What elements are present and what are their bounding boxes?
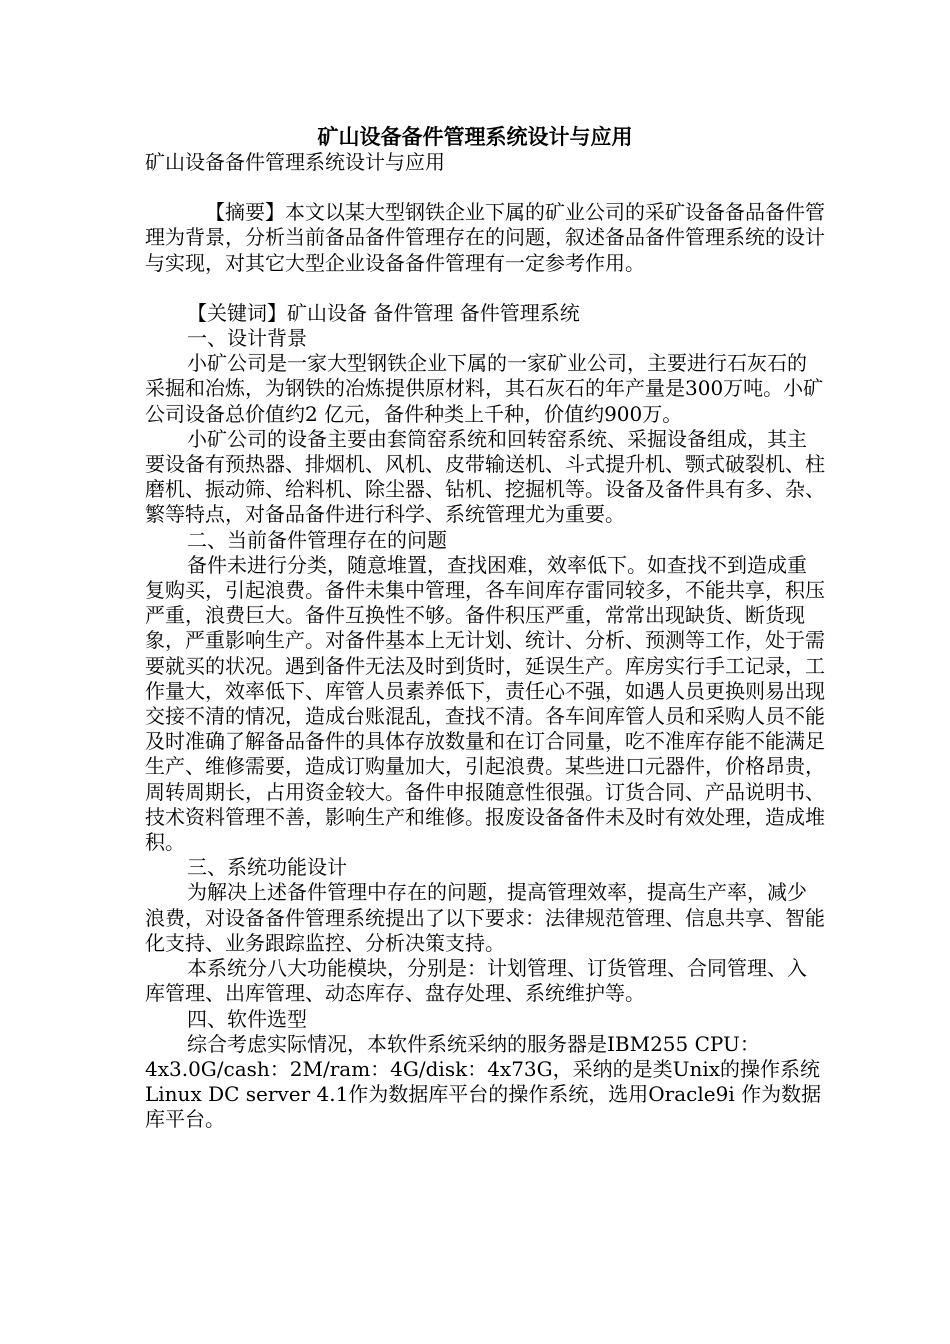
paragraph-modules: 本系统分八大功能模块，分别是：计划管理、订货管理、合同管理、入库管理、出库管理、动态库存、盘存处理、系统维护等。 [145,956,807,1006]
paragraph-problems: 备件未进行分类，随意堆置，查找困难，效率低下。如查找不到造成重复购买，引起浪费。备件未集中管理，各车间库存雷同较多，不能共享，积压严重，浪费巨大。备件互换性不够。备件积压严重，常常出现缺货、断货现象，严重影响生产。对备件基本上无计划、统计、分析、预测等工作，处于需要就买的状况。遇到备件无法及时到货时，延误生产。库房实行手工记录，工作量大，效率低下、库管人员素养低下，责任心不强，如遇人员更换则易出现交接不清的情况，造成台账混乱，查找不清。各车间库管人员和采购人员不能及时准确了解备品备件的具体存放数量和在订合同量，吃不准库存能不能满足生产、维修需要，造成订购量加大，引起浪费。某些进口元器件，价格昂贵，周转周期长，占用资金较大。备件申报随意性很强。订货合同、产品说明书、技术资料管理不善，影响生产和维修。报废设备备件未及时有效处理，造成堆积。 [145,552,825,855]
abstract-paragraph: 【摘要】本文以某大型钢铁企业下属的矿业公司的采矿设备备品备件管理为背景，分析当前备品备件管理存在的问题，叙述备品备件管理系统的设计与实现，对其它大型企业设备备件管理有一定参考作用。 [145,200,825,275]
spacer [145,175,825,200]
paragraph-equipment: 小矿公司的设备主要由套筒窑系统和回转窑系统、采掘设备组成，其主要设备有预热器、排烟机、风机、皮带输送机、斗式提升机、颚式破裂机、柱磨机、振动筛、给料机、除尘器、钻机、挖掘机等。设备及备件具有多、杂、繁等特点，对备品备件进行科学、系统管理尤为重要。 [145,426,825,527]
keywords-line: 【关键词】矿山设备 备件管理 备件管理系统 [187,300,580,325]
section-heading-function-design: 三、系统功能设计 [187,855,347,880]
section-heading-software: 四、软件选型 [187,1006,307,1031]
section-heading-background: 一、设计背景 [187,326,307,351]
document-body [145,150,825,1133]
paragraph-software: 综合考虑实际情况，本软件系统采纳的服务器是IBM255 CPU：4x3.0G/cash：2M/ram：4G/disk：4x73G，采纳的是类Unix的操作系统Linux DC server 4.1作为数据库平台的操作系统，选用Oracle9i 作为数据库平台。 [145,1031,822,1132]
paragraph-company-intro: 小矿公司是一家大型钢铁企业下属的一家矿业公司，主要进行石灰石的采掘和冶炼，为钢铁的冶炼提供原材料，其石灰石的年产量是300万吨。小矿公司设备总价值约2 亿元，备件种类上千种，价值约900万。 [145,351,824,426]
document-title: 矿山设备备件管理系统设计与应用 [317,124,633,149]
section-heading-problems: 二、当前备件管理存在的问题 [187,527,447,552]
spacer [145,276,825,301]
document-subtitle: 矿山设备备件管理系统设计与应用 [145,150,445,174]
paragraph-requirements: 为解决上述备件管理中存在的问题，提高管理效率，提高生产率，减少浪费，对设备备件管理系统提出了以下要求：法律规范管理、信息共享、智能化支持、业务跟踪监控、分析决策支持。 [145,880,825,955]
